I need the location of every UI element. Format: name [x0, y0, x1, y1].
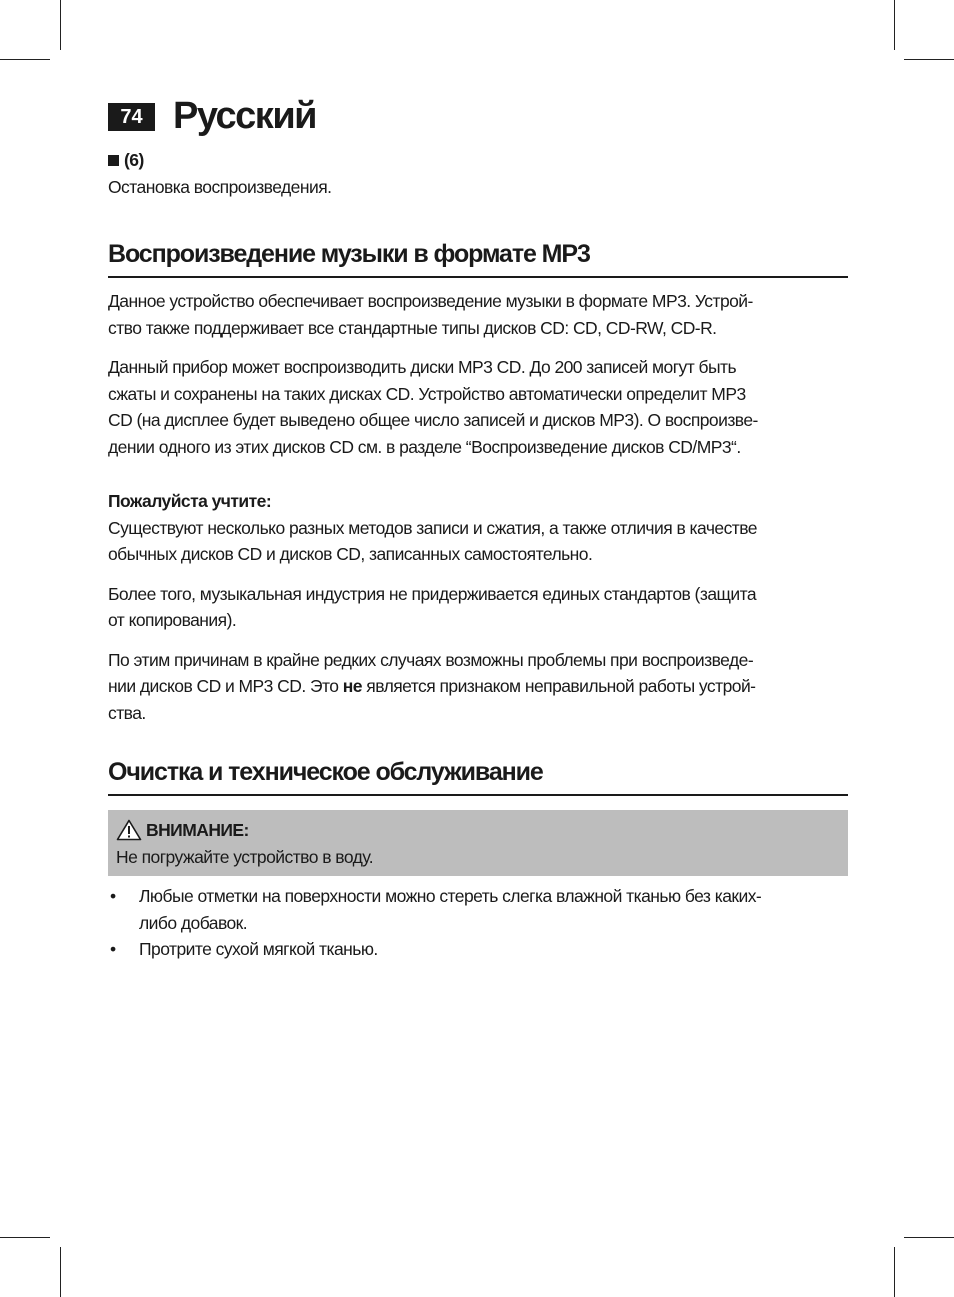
text-line: дении одного из этих дисков CD см. в разделе “Воспроизведение дисков CD/MP3“.	[108, 436, 741, 457]
warning-header	[116, 817, 840, 844]
mp3-section-title: Воспроизведение музыки в формате MP3	[108, 238, 848, 278]
text-line: обычных дисков CD и дисков CD, записанных самостоятельно.	[108, 544, 593, 564]
crop-mark	[0, 59, 50, 60]
language-title: Русский	[173, 95, 317, 137]
warning-text: Не погружайте устройство в воду.	[116, 846, 374, 867]
crop-mark	[894, 0, 895, 50]
list-item	[108, 883, 848, 936]
text-line: нии дисков CD и MP3 CD. Это	[108, 676, 343, 696]
note-label: Пожалуйста учтите:	[108, 491, 272, 511]
text-line: является признаком неправильной работы устрой-	[361, 676, 756, 696]
crop-mark	[894, 1247, 895, 1297]
text-line: Более того, музыкальная индустрия не придерживается единых стандартов (защита	[108, 583, 757, 604]
cleaning-section-title: Очистка и техническое обслуживание	[108, 756, 848, 796]
text-line: либо добавок.	[139, 912, 248, 933]
symbol-label: (6)	[124, 150, 144, 170]
crop-mark	[0, 1237, 50, 1238]
text-line: ство также поддерживает все стандартные типы дисков CD: CD, CD-RW, CD-R.	[108, 317, 717, 338]
mp3-paragraph-2	[108, 354, 848, 460]
warning-box	[108, 810, 848, 876]
crop-mark	[904, 59, 954, 60]
note-paragraph-1	[108, 515, 848, 568]
stop-icon	[108, 155, 119, 166]
text-line: Любые отметки на поверхности можно стереть слегка влажной тканью без каких-	[139, 886, 762, 906]
text-line: По этим причинам в крайне редких случаях возможны проблемы при воспроизведе-	[108, 649, 754, 670]
text-line: сжаты и сохранены на таких дисках CD. Устройство автоматически определит MP3	[108, 383, 746, 404]
list-item: • Протрите сухой мягкой тканью.	[108, 936, 848, 963]
stop-description: Остановка воспроизведения.	[108, 176, 332, 197]
text-line: CD (на дисплее будет выведено общее число записей и дисков MP3). О воспроизве-	[108, 410, 758, 430]
text-line: ства.	[108, 702, 146, 723]
text-line: от копирования).	[108, 610, 237, 630]
cleaning-list	[108, 883, 848, 963]
text-line: Существуют несколько разных методов записи и сжатия, а также отличия в качестве	[108, 517, 757, 538]
page-number: 74	[108, 103, 155, 131]
note-paragraph-2	[108, 581, 848, 634]
page-content	[108, 147, 848, 963]
note-paragraph-3	[108, 647, 848, 727]
text-line: Данный прибор может воспроизводить диски MP3 CD. До 200 записей могут быть	[108, 357, 737, 377]
crop-mark	[60, 1247, 61, 1297]
text-line: Данное устройство обеспечивает воспроизведение музыки в формате MP3. Устрой-	[108, 291, 753, 311]
emphasis-not: не	[342, 676, 362, 696]
mp3-paragraph-1	[108, 288, 848, 341]
crop-mark	[904, 1237, 954, 1238]
crop-mark	[60, 0, 61, 50]
stop-symbol-line	[108, 147, 848, 174]
warning-triangle-icon	[116, 819, 142, 841]
warning-label: ВНИМАНИЕ:	[146, 820, 249, 840]
